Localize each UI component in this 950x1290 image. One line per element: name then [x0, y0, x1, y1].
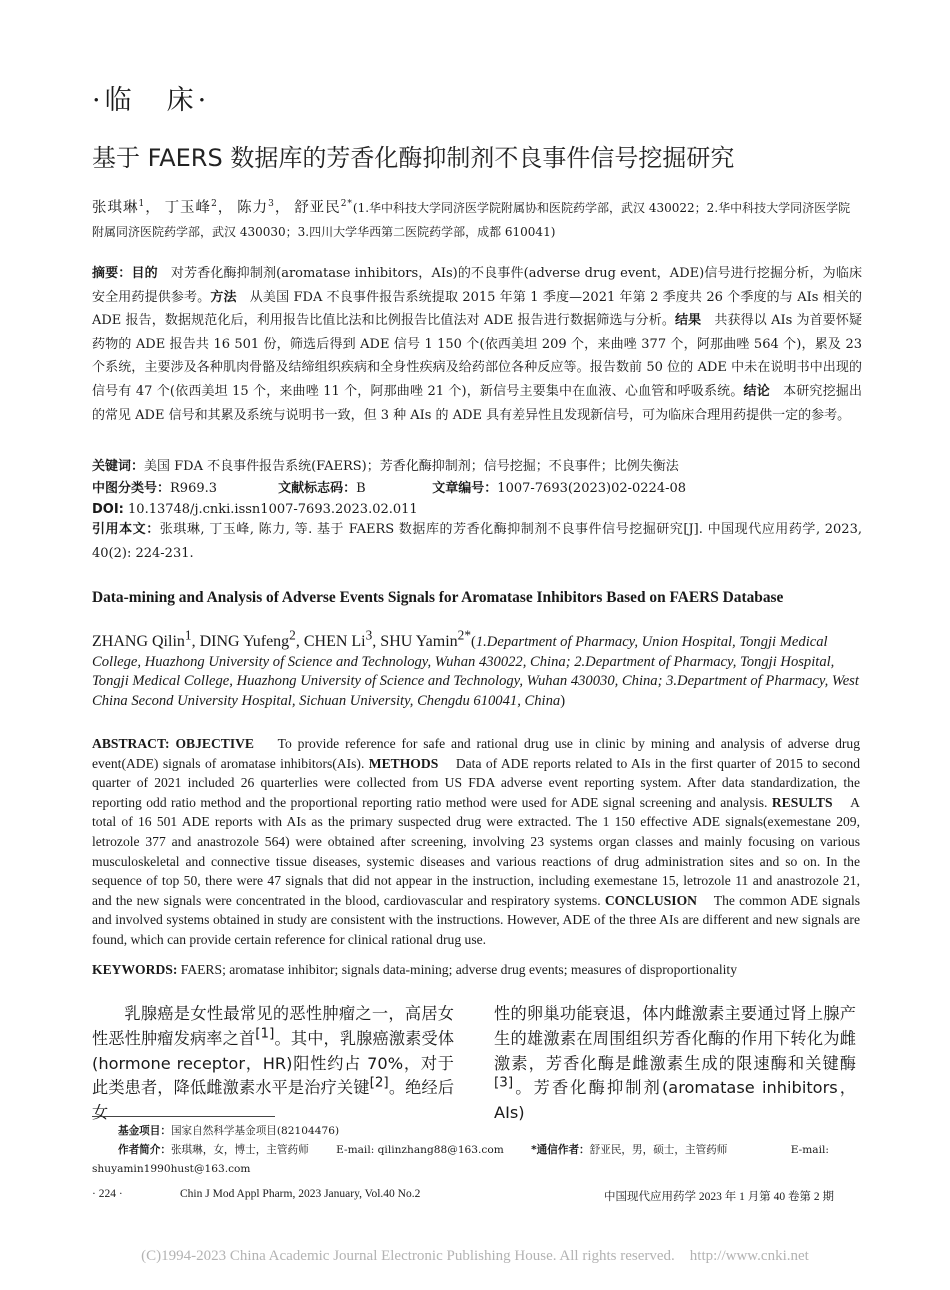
doi-value[interactable]: 10.13748/j.cnki.issn1007-7693.2023.02.011: [128, 502, 418, 517]
methods-en: Data of ADE reports related to AIs in the first quarter of 2015 to second quarter of 2021 included 26 quarterlies were collected from US FDA adverse event reporting system. After data standardization, the reporting odd ratio method and the proportional reporting ratio method were used for ADE signal screening and analysis.: [92, 755, 861, 810]
journal-en: Chin J Mod Appl Pharm, 2023 January, Vol.40 No.2: [180, 1188, 421, 1200]
author-4-en: SHU Yamin$^{2*}$: [380, 627, 471, 650]
ref-1[interactable]: [1]: [255, 1025, 275, 1042]
affiliations-zh: (1.华中科技大学同济医学院附属协和医院药学部，武汉 430022；2.华中科技大学同济医学院附属同济医院药学部，武汉 430030；3.四川大学华西第二医院药学部，成都 610041): [92, 201, 851, 239]
results-label-zh: 结果: [674, 313, 702, 329]
clc-label: 中图分类号：: [92, 481, 171, 496]
results-label-en: RESULTS: [771, 794, 833, 810]
fund-note: 基金项目：国家自然科学基金项目(82104476): [118, 1125, 340, 1137]
citation-text: 张琪琳, 丁玉峰, 陈力, 等. 基于 FAERS 数据库的芳香化酶抑制剂不良事件信号挖掘研究[J]. 中国现代应用药学, 2023, 40(2): 224-231.: [92, 522, 862, 561]
keywords-zh: [92, 455, 862, 478]
abstract-en: [92, 734, 860, 950]
results-zh: 共获得以 AIs 为首要怀疑药物的 ADE 报告共 16 501 份，筛选后得到 ADE 信号 1 150 个(依西美坦 209 个，来曲唑 377 个，阿那曲唑 564 个)，累及 23 个系统，主要涉及各种肌肉骨骼及结缔组织疾病和全身性疾病及给药部位各种反应等。报告数前 50 位的 ADE 中未在说明书中出现的信号有 47 个(依西美坦 15 个，来曲唑 11 个，阿那曲唑 21 个)，新信号主要集中在血液、心血管和呼吸系统。: [92, 313, 862, 399]
abstract-zh: [92, 262, 862, 427]
body-column-2: 性的卵巢功能衰退，体内雌激素主要通过肾上腺产生的雄激素在周围组织芳香化酶的作用下转化为雌激素，芳香化酶是雌激素生成的限速酶和关键酶[3]。芳香化酶抑制剂(aromatase inhibitors，AIs): [494, 1004, 856, 1123]
affiliations-en: 1.Department of Pharmacy, Union Hospital, Tongji Medical College, Huazhong University of Science and Technology, Wuhan 430022, China; 2.Department of Pharmacy, Tongji Hospital, Tongji Medical College, Huazhong University of Science and Technology, Wuhan 430030, China; 3.Department of Pharmacy, West China Second University Hospital, Sichuan University, Chengdu 610041, China: [92, 634, 859, 709]
objective-label-en: ABSTRACT: OBJECTIVE: [92, 736, 255, 751]
citation-label: 引用本文：: [92, 522, 160, 537]
conclusion-label-zh: 结论: [743, 383, 770, 399]
author-2-zh: 丁玉峰$^2$，: [164, 199, 234, 216]
footnote-divider: [92, 1116, 275, 1117]
author-note: 作者简介：张琪琳，女，博士，主管药师 E-mail: qilinzhang88@163.com *通信作者：舒亚民，男，硕士，主管药师 E-mail:: [118, 1144, 829, 1156]
corr-email[interactable]: shuyamin1990hust@163.com: [92, 1163, 251, 1175]
doc-code-value: B: [356, 481, 366, 496]
journal-zh: 中国现代应用药学 2023 年 1 月第 40 卷第 2 期: [604, 1191, 834, 1203]
doc-code-label: 文献标志码：: [278, 481, 357, 496]
author-3-zh: 陈力$^3$，: [237, 199, 291, 216]
article-meta: [92, 478, 862, 520]
conclusion-en: The common ADE signals and involved systems obtained in study are consistent with the instructions. However, ADE of the three AIs are different and new signals are found, which can provide certain reference for clinical rational drug use.: [92, 892, 861, 947]
author-4-zh: 舒亚民$^{2*}$: [294, 199, 353, 216]
keywords-en: [92, 962, 862, 978]
body-column-1: 乳腺癌是女性最常见的恶性肿瘤之一，高居女性恶性肿瘤发病率之首[1]。其中，乳腺癌激素受体(hormone receptor，HR)阳性约占 70%，对于此类患者，降低雌激素水平是治疗关键[2]。绝经后女: [92, 1004, 455, 1123]
objective-zh: 对芳香化酶抑制剂(aromatase inhibitors，AIs)的不良事件(adverse drug event，ADE)信号进行挖掘分析，为临床安全用药提供参考。: [92, 266, 862, 305]
conclusion-zh: 本研究挖掘出的常见 ADE 信号和其累及系统与说明书一致，但 3 种 AIs 的 ADE 具有差异性且发现新信号，可为临床合理用药提供一定的参考。: [92, 383, 862, 423]
methods-label-zh: 方法: [210, 289, 237, 305]
citation: [92, 518, 862, 565]
authors-zh: [92, 196, 862, 244]
title-zh: 基于 FAERS 数据库的芳香化酶抑制剂不良事件信号挖掘研究: [92, 144, 735, 172]
copyright-watermark: (C)1994-2023 China Academic Journal Electronic Publishing House. All rights reserved. http://www.cnki.net: [141, 1248, 809, 1264]
keywords-label-zh: 关键词：: [92, 459, 145, 474]
authors-en: ZHANG Qilin$^1$, DING Yufeng$^2$, CHEN Li$^3$, SHU Yamin$^{2*}$(1.Department of Pharmacy, Union Hospital, Tongji Medical College, Huazhong University of Science and Technology, Wuhan 430022, China; 2.Department of Pharmacy, Tongji Hospital, Tongji Medical College, Huazhong University of Science and Technology, Wuhan 430030, China; 3.Department of Pharmacy, West China Second University Hospital, Sichuan University, Chengdu 610041, China): [92, 627, 859, 709]
author-1-en: ZHANG Qilin$^1$,: [92, 627, 200, 650]
keywords-text-zh: 美国 FDA 不良事件报告系统(FAERS)；芳香化酶抑制剂；信号挖掘；不良事件；比例失衡法: [144, 459, 679, 474]
abstract-label-zh: 摘要：: [92, 266, 132, 281]
keywords-label-en: KEYWORDS:: [92, 962, 178, 977]
clc-value: R969.3: [170, 481, 218, 496]
ref-2[interactable]: [2]: [369, 1075, 389, 1091]
article-no-label: 文章编号：: [432, 481, 498, 496]
results-en: A total of 16 501 ADE reports with AIs as the primary suspected drug were extracted. The 1 150 effective ADE signals(exemestane 209, letrozole 377 and anastrozole 564) were obtained after screening, involving 23 systems organ classes and mainly focusing on various musculoskeletal and connective tissue diseases, systemic diseases and various reactions of drug administration sites and so on. In the sequence of top 50, there were 47 signals that did not appear in the instruction, including exemestane 15, letrozole 11 and anastrozole 21, and the new signals were concentrated in the blood, cardiovascular and respiratory systems.: [92, 794, 860, 908]
keywords-text-en: FAERS; aromatase inhibitor; signals data-mining; adverse drug events; measures of disproportionality: [180, 962, 737, 977]
doi-label: DOI:: [92, 502, 124, 517]
footnotes: [92, 1122, 862, 1179]
page-number: · 224 ·: [92, 1188, 123, 1200]
objective-en: To provide reference for safe and rational drug use in clinic by mining and analysis of adverse drug event(ADE) signals of aromatase inhibitors(AIs).: [92, 736, 861, 771]
section-label: ·临 床·: [92, 85, 211, 116]
author-1-zh: 张琪琳$^1$，: [92, 199, 161, 216]
article-no-value: 1007-7693(2023)02-0224-08: [497, 481, 687, 496]
methods-zh: 从美国 FDA 不良事件报告系统提取 2015 年第 1 季度—2021 年第 2 季度共 26 个季度的与 AIs 相关的 ADE 报告，数据规范化后，利用报告比值比法和比例报告比值法对 ADE 报告进行数据筛选与分析。: [92, 289, 862, 329]
methods-label-en: METHODS: [368, 755, 439, 771]
objective-label-zh: 目的: [131, 266, 158, 281]
title-en: Data-mining and Analysis of Adverse Events Signals for Aromatase Inhibitors Based on FAERS Database: [92, 589, 784, 606]
ref-3[interactable]: [3]: [494, 1075, 514, 1091]
author-2-en: DING Yufeng$^2$,: [199, 627, 304, 650]
author-email[interactable]: E-mail: qilinzhang88@163.com: [336, 1144, 504, 1156]
conclusion-label-en: CONCLUSION: [604, 892, 697, 908]
author-3-en: CHEN Li$^3$,: [303, 627, 381, 650]
